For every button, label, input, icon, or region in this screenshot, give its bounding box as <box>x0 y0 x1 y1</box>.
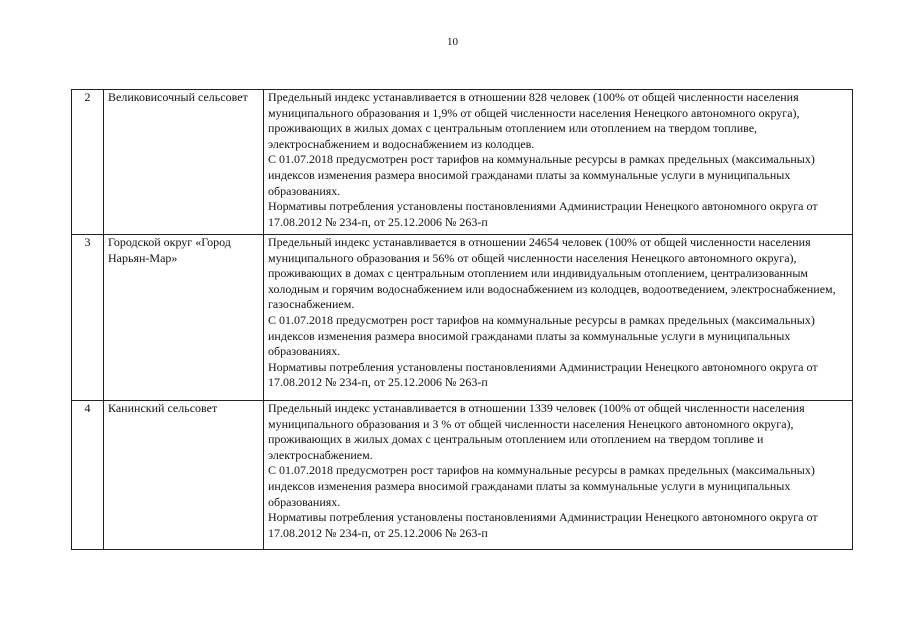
row-number-cell: 2 <box>72 90 104 235</box>
row-number-cell: 3 <box>72 235 104 401</box>
tariff-table <box>71 89 853 550</box>
description-cell <box>264 401 853 550</box>
table-body <box>72 90 853 550</box>
table-row <box>72 90 853 235</box>
municipality-name-cell: Канинский сельсовет <box>104 401 264 550</box>
tariff-paragraph: С 01.07.2018 предусмотрен рост тарифов на коммунальные ресурсы в рамках предельных (максимальных) индексов изменения размера вносимой гражданами платы за коммунальные услуги в муниципальных образованиях. <box>268 152 815 198</box>
municipality-name-cell: Великовисочный сельсовет <box>104 90 264 235</box>
norms-paragraph: Нормативы потребления установлены постановлениями Администрации Ненецкого автономного округа от 17.08.2012 № 234-п, от 25.12.2006 № 263-п <box>268 199 818 229</box>
index-paragraph: Предельный индекс устанавливается в отношении 1339 человек (100% от общей численности населения муниципального образования и 3 % от общей численности населения Ненецкого автономного округа), проживающих в жилых домах с центральным отоплением или отоплением на твердом топливе и электроснабжением. <box>268 401 805 462</box>
description-cell <box>264 90 853 235</box>
table-row <box>72 235 853 401</box>
page-number: 10 <box>447 36 458 48</box>
norms-paragraph: Нормативы потребления установлены постановлениями Администрации Ненецкого автономного округа от 17.08.2012 № 234-п, от 25.12.2006 № 263-п <box>268 359 818 390</box>
tariff-paragraph: С 01.07.2018 предусмотрен рост тарифов на коммунальные ресурсы в рамках предельных (максимальных) индексов изменения размера вносимой гражданами платы за коммунальные услуги в муниципальных образованиях. <box>268 463 815 509</box>
norms-paragraph: Нормативы потребления установлены постановлениями Администрации Ненецкого автономного округа от 17.08.2012 № 234-п, от 25.12.2006 № 263-п <box>268 510 818 540</box>
table-row <box>72 401 853 550</box>
index-paragraph: Предельный индекс устанавливается в отношении 24654 человек (100% от общей численности населения муниципального образования и 56% от общей численности населения Ненецкого автономного округа), проживающих в домах с центральным отоплением или индивидуальным отоплением, централизованным холодным и горячим водоснабжением или водоснабжением из колодцев, водоотведением, электроснабжением, газоснабжением. <box>268 235 836 312</box>
index-paragraph: Предельный индекс устанавливается в отношении 828 человек (100% от общей численности населения муниципального образования и 1,9% от общей численности населения Ненецкого автономного округа), проживающих в жилых домах с центральным отоплением или отоплением на твердом топливе, электроснабжением и водоснабжением из колодцев. <box>268 90 800 151</box>
description-cell <box>264 235 853 401</box>
tariff-paragraph: С 01.07.2018 предусмотрен рост тарифов на коммунальные ресурсы в рамках предельных (максимальных) индексов изменения размера вносимой гражданами платы за коммунальные услуги в муниципальных образованиях. <box>268 312 815 359</box>
municipality-name-cell: Городской округ «Город Нарьян-Мар» <box>104 235 264 401</box>
row-number-cell: 4 <box>72 401 104 550</box>
